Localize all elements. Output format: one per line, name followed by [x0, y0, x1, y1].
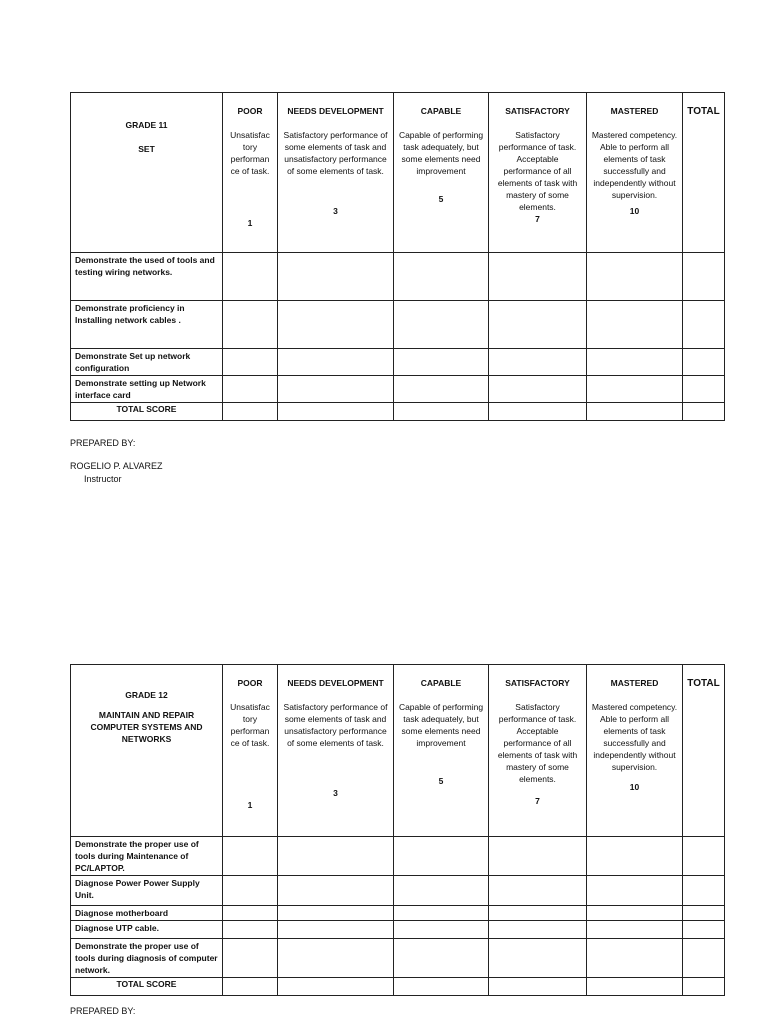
level-needs-development-header [278, 665, 394, 837]
score-cell[interactable] [223, 349, 278, 376]
subject-label: MAINTAIN AND REPAIR COMPUTER SYSTEMS AND NETWORKS [90, 710, 203, 744]
total-score-row [71, 978, 725, 996]
score-cell[interactable] [394, 837, 489, 876]
score-cell[interactable] [587, 253, 683, 301]
score-cell[interactable] [278, 921, 394, 939]
score-cell[interactable] [278, 376, 394, 403]
level-poor-header [223, 93, 278, 253]
criterion-row [71, 921, 725, 939]
score-cell[interactable] [394, 253, 489, 301]
score-cell[interactable] [587, 876, 683, 906]
level-score: 1 [247, 800, 253, 810]
grade-header-cell [71, 665, 223, 837]
criterion-row [71, 837, 725, 876]
criterion-row [71, 906, 725, 921]
score-cell[interactable] [394, 978, 489, 996]
level-score: 7 [535, 796, 540, 806]
score-cell[interactable] [587, 921, 683, 939]
criterion-label: Demonstrate the used of tools and testing wiring networks. [71, 253, 223, 301]
criterion-label: Diagnose Power Power Supply Unit. [71, 876, 223, 906]
score-cell[interactable] [394, 921, 489, 939]
level-description: Capable of performing task adequately, but some elements need improvement [398, 130, 484, 176]
criterion-row [71, 376, 725, 403]
total-cell[interactable] [683, 301, 725, 349]
criterion-row [71, 349, 725, 376]
level-description: Unsatisfac tory performan ce of task. [230, 130, 270, 176]
total-score-label: TOTAL SCORE [71, 978, 223, 996]
level-title: SATISFACTORY [505, 106, 570, 116]
level-title: SATISFACTORY [505, 678, 570, 688]
score-cell[interactable] [489, 403, 587, 421]
criterion-label: Demonstrate the proper use of tools during diagnosis of computer network. [71, 939, 223, 978]
level-mastered-header [587, 665, 683, 837]
score-cell[interactable] [394, 349, 489, 376]
grade-label: GRADE 11 [125, 120, 168, 130]
score-cell[interactable] [394, 301, 489, 349]
total-header-cell [683, 665, 725, 837]
score-cell[interactable] [587, 939, 683, 978]
level-score: 3 [333, 788, 338, 798]
score-cell[interactable] [278, 349, 394, 376]
score-cell[interactable] [489, 349, 587, 376]
level-score: 10 [629, 782, 640, 792]
score-cell[interactable] [223, 939, 278, 978]
level-description: Satisfactory performance of task. Acceptable performance of all elements of task with mastery of some elements. [497, 130, 578, 212]
total-cell[interactable] [683, 253, 725, 301]
criterion-label: Demonstrate proficiency in Installing network cables . [71, 301, 223, 349]
level-title: NEEDS DEVELOPMENT [287, 678, 384, 688]
rubric-table-grade-12 [70, 664, 725, 996]
score-cell[interactable] [223, 301, 278, 349]
level-score: 7 [535, 214, 540, 224]
score-cell[interactable] [223, 403, 278, 421]
level-title: POOR [237, 678, 263, 688]
score-cell[interactable] [489, 876, 587, 906]
total-cell[interactable] [683, 978, 725, 996]
total-cell[interactable] [683, 939, 725, 978]
criterion-label: Demonstrate Set up network configuration [71, 349, 223, 376]
score-cell[interactable] [223, 837, 278, 876]
score-cell[interactable] [489, 837, 587, 876]
score-cell[interactable] [587, 906, 683, 921]
score-cell[interactable] [278, 301, 394, 349]
score-cell[interactable] [587, 301, 683, 349]
level-description: Satisfactory performance of task. Acceptable performance of all elements of task with mastery of some elements. [497, 702, 578, 784]
total-cell[interactable] [683, 906, 725, 921]
level-score: 5 [438, 194, 444, 204]
prepared-by-label-2: PREPARED BY: [70, 1006, 136, 1016]
grade-label: GRADE 12 [125, 690, 168, 700]
score-cell[interactable] [587, 978, 683, 996]
score-cell[interactable] [394, 939, 489, 978]
instructor-name: ROGELIO P. ALVAREZ [70, 461, 163, 471]
score-cell[interactable] [223, 978, 278, 996]
criterion-label: Diagnose motherboard [71, 906, 223, 921]
total-header-cell [683, 93, 725, 253]
criterion-row [71, 301, 725, 349]
level-description: Unsatisfac tory performan ce of task. [230, 702, 270, 748]
level-needs-development-header [278, 93, 394, 253]
score-cell[interactable] [489, 921, 587, 939]
rubric-header-row [71, 93, 725, 253]
score-cell[interactable] [278, 253, 394, 301]
score-cell[interactable] [394, 876, 489, 906]
level-title: CAPABLE [420, 106, 462, 116]
level-score: 1 [247, 218, 253, 228]
criterion-row [71, 876, 725, 906]
score-cell[interactable] [278, 876, 394, 906]
score-cell[interactable] [223, 253, 278, 301]
level-title: MASTERED [610, 106, 659, 116]
score-cell[interactable] [394, 906, 489, 921]
total-score-label: TOTAL SCORE [71, 403, 223, 421]
score-cell[interactable] [394, 403, 489, 421]
criterion-label: Demonstrate setting up Network interface card [71, 376, 223, 403]
level-title: CAPABLE [420, 678, 462, 688]
total-header-label: TOTAL [687, 678, 720, 689]
score-cell[interactable] [223, 906, 278, 921]
criterion-row [71, 939, 725, 978]
score-cell[interactable] [489, 978, 587, 996]
score-cell[interactable] [223, 376, 278, 403]
prepared-by-label: PREPARED BY: [70, 438, 136, 448]
score-cell[interactable] [278, 837, 394, 876]
score-cell[interactable] [489, 939, 587, 978]
score-cell[interactable] [223, 921, 278, 939]
level-poor-header [223, 665, 278, 837]
rubric-table-grade-11 [70, 92, 725, 421]
level-description: Satisfactory performance of some elements of task and unsatisfactory performance of some elements of task. [283, 702, 388, 748]
instructor-title: Instructor [84, 474, 122, 484]
criterion-label: Demonstrate the proper use of tools during Maintenance of PC/LAPTOP. [71, 837, 223, 876]
rubric-header-row [71, 665, 725, 837]
total-score-row [71, 403, 725, 421]
grade-header-cell [71, 93, 223, 253]
score-cell[interactable] [278, 939, 394, 978]
score-cell[interactable] [489, 253, 587, 301]
score-cell[interactable] [587, 837, 683, 876]
total-cell[interactable] [683, 376, 725, 403]
level-capable-header [394, 93, 489, 253]
score-cell[interactable] [278, 906, 394, 921]
level-description: Capable of performing task adequately, but some elements need improvement [398, 702, 484, 748]
level-score: 3 [333, 206, 338, 216]
score-cell[interactable] [587, 403, 683, 421]
total-cell[interactable] [683, 403, 725, 421]
level-description: Mastered competency. Able to perform all elements of task successfully and independently without supervision. [591, 702, 678, 772]
score-cell[interactable] [223, 876, 278, 906]
level-description: Mastered competency. Able to perform all elements of task successfully and independently without supervision. [591, 130, 678, 200]
score-cell[interactable] [587, 349, 683, 376]
level-title: MASTERED [610, 678, 659, 688]
score-cell[interactable] [278, 978, 394, 996]
score-cell[interactable] [489, 906, 587, 921]
score-cell[interactable] [489, 376, 587, 403]
level-satisfactory-header [489, 93, 587, 253]
total-cell[interactable] [683, 837, 725, 876]
level-mastered-header [587, 93, 683, 253]
criterion-label: Diagnose UTP cable. [71, 921, 223, 939]
level-score: 10 [629, 206, 640, 216]
level-title: NEEDS DEVELOPMENT [287, 106, 384, 116]
criterion-row [71, 253, 725, 301]
level-capable-header [394, 665, 489, 837]
total-cell[interactable] [683, 349, 725, 376]
level-satisfactory-header [489, 665, 587, 837]
score-cell[interactable] [394, 376, 489, 403]
total-header-label: TOTAL [687, 106, 720, 117]
level-description: Satisfactory performance of some elements of task and unsatisfactory performance of some elements of task. [283, 130, 388, 176]
subject-label: SET [138, 144, 155, 154]
level-title: POOR [237, 106, 263, 116]
level-score: 5 [438, 776, 444, 786]
score-cell[interactable] [489, 301, 587, 349]
score-cell[interactable] [278, 403, 394, 421]
total-cell[interactable] [683, 921, 725, 939]
total-cell[interactable] [683, 876, 725, 906]
score-cell[interactable] [587, 376, 683, 403]
